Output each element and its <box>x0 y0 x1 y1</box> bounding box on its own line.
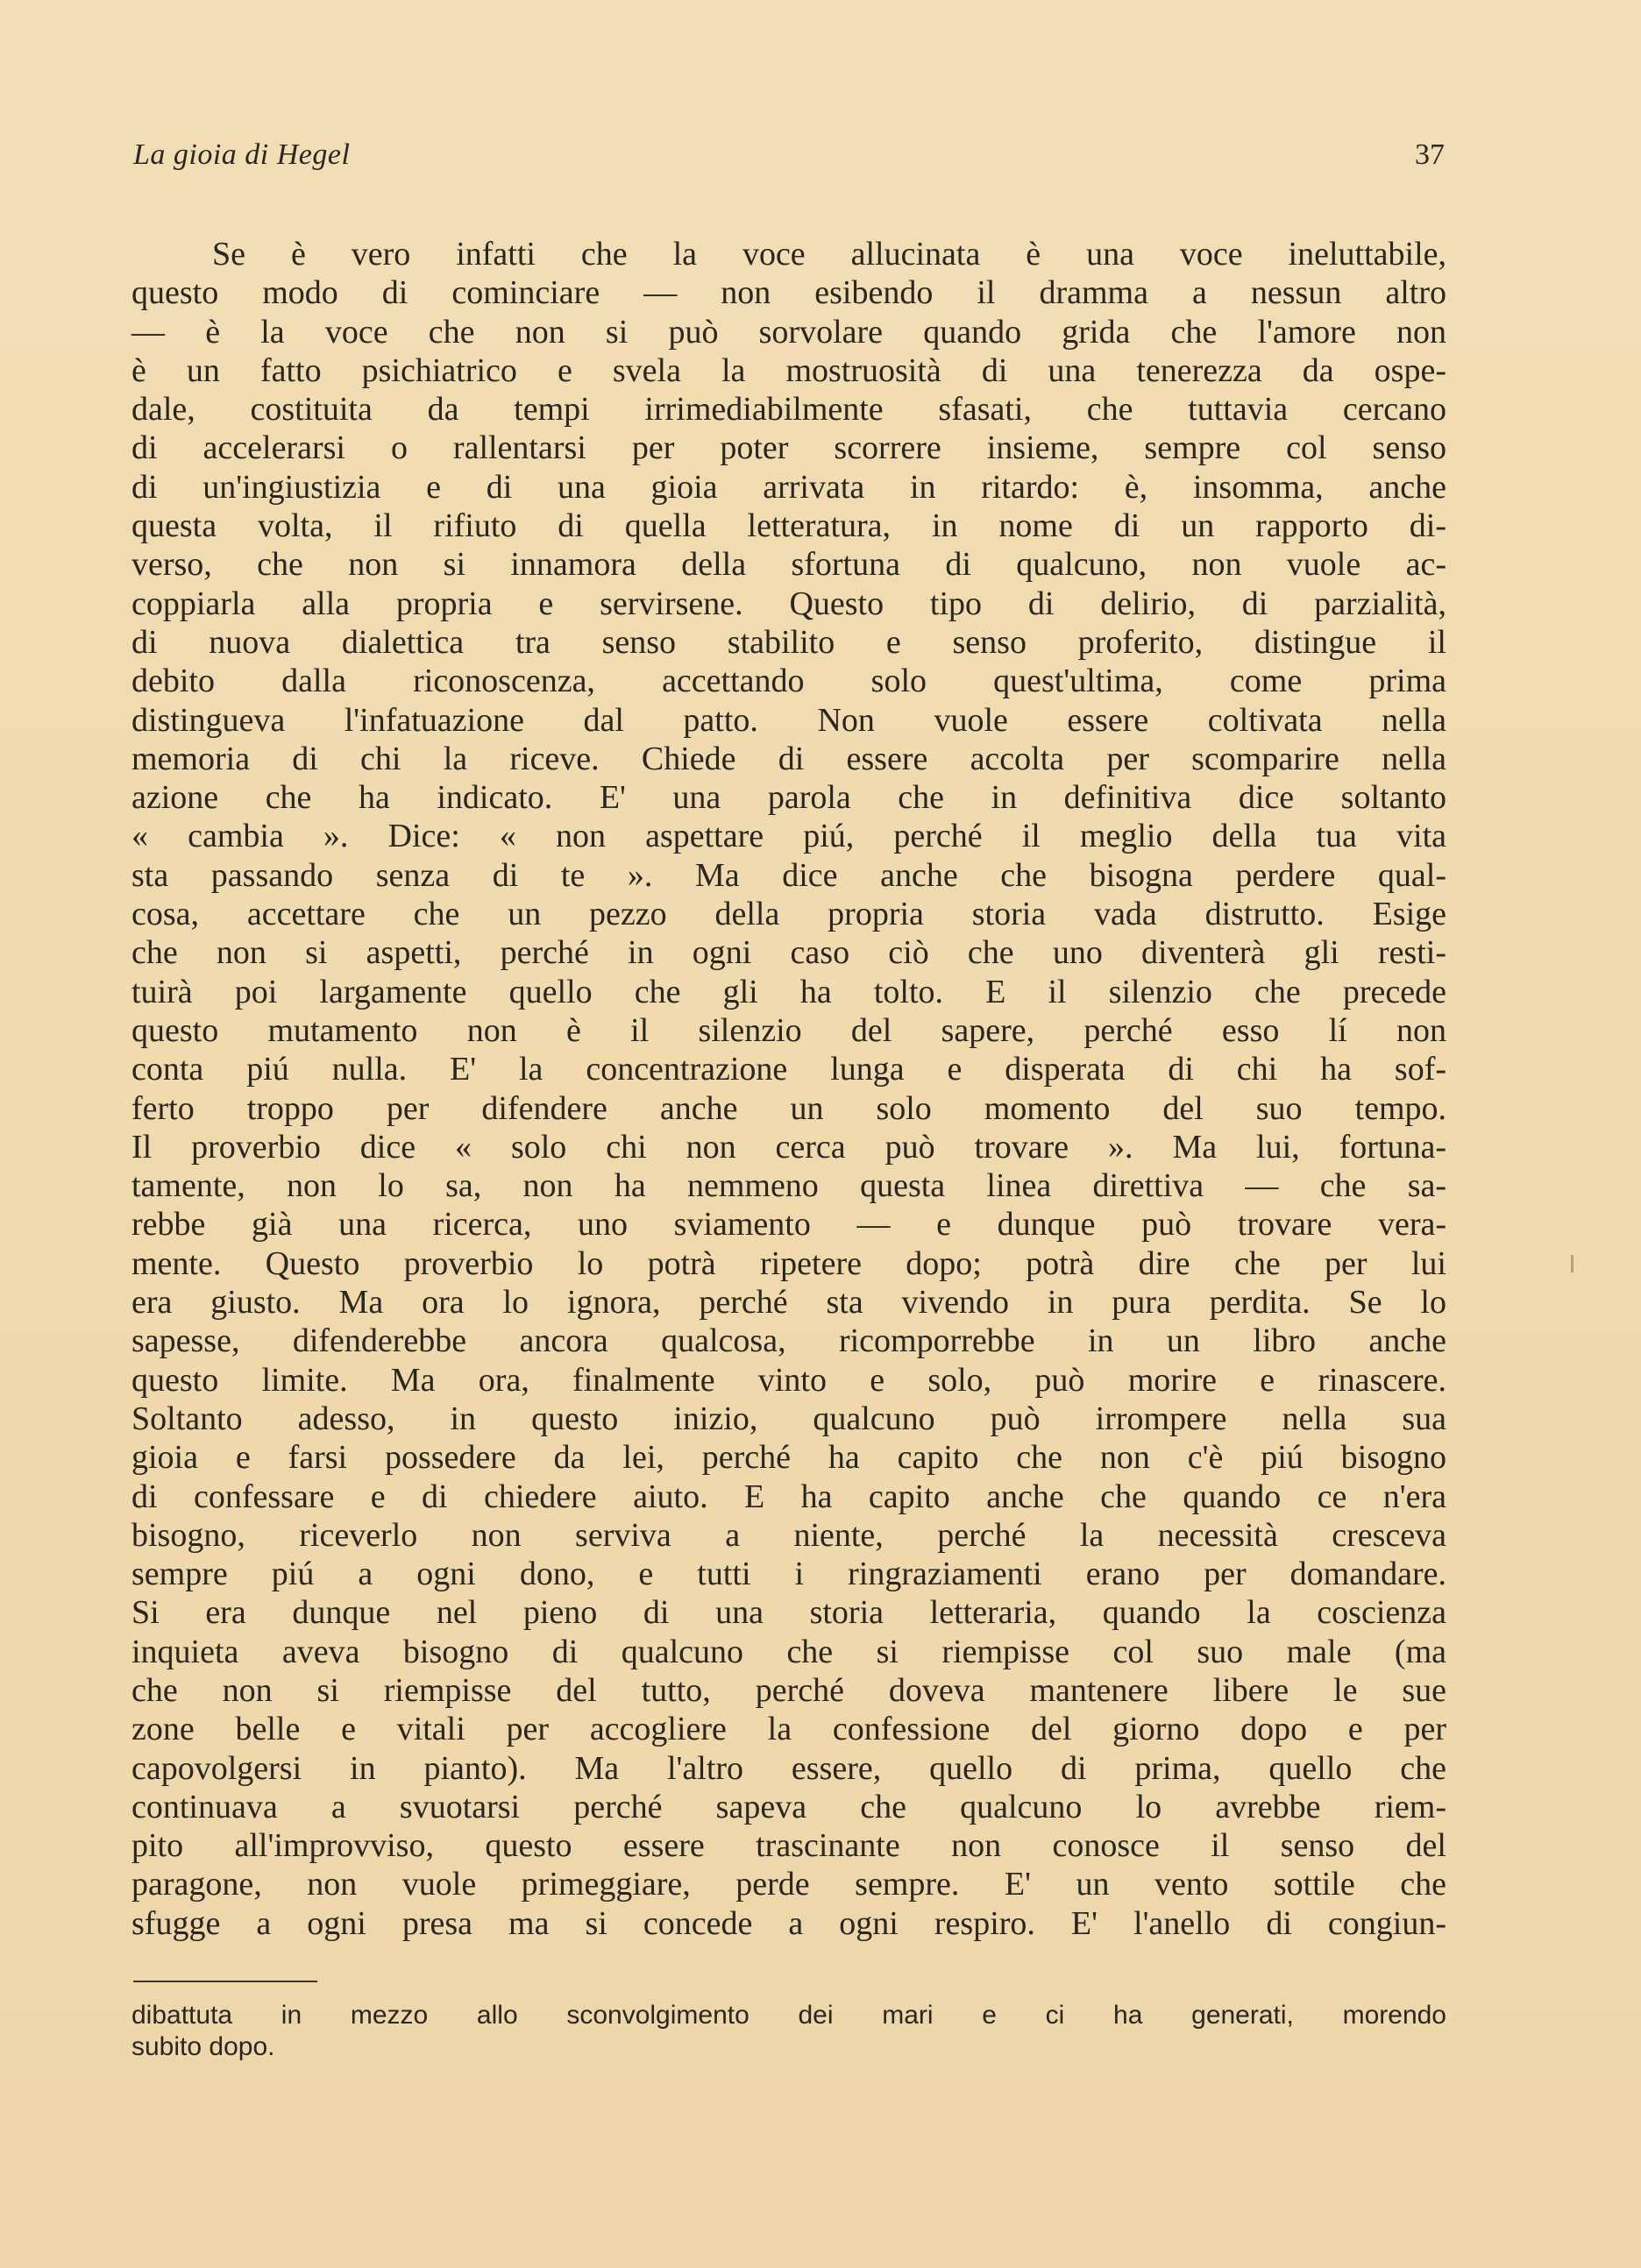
text-line: rebbe già una ricerca, uno sviamento — e dunque può trovare vera- <box>131 1206 1446 1244</box>
text-line: mente. Questo proverbio lo potrà ripetere dopo; potrà dire che per lui <box>131 1244 1446 1282</box>
text-line: tuirà poi largamente quello che gli ha tolto. E il silenzio che precede <box>131 973 1446 1010</box>
text-line: di un'ingiustizia e di una gioia arrivata in ritardo: è, insomma, anche <box>131 468 1446 506</box>
text-line: questo limite. Ma ora, finalmente vinto e solo, può morire e rinascere. <box>131 1361 1446 1399</box>
text-line: pito all'improvviso, questo essere trascinante non conosce il senso del <box>131 1827 1446 1865</box>
text-line: ferto troppo per difendere anche un solo momento del suo tempo. <box>131 1089 1446 1127</box>
text-line: — è la voce che non si può sorvolare quando grida che l'amore non <box>131 313 1446 351</box>
text-line: gioia e farsi possedere da lei, perché ha capito che non c'è piú bisogno <box>131 1439 1446 1477</box>
text-line: era giusto. Ma ora lo ignora, perché sta vivendo in pura perdita. Se lo <box>131 1284 1446 1322</box>
margin-mark <box>1571 1255 1574 1272</box>
text-line: sfugge a ogni presa ma si concede a ogni respiro. E' l'anello di congiun- <box>131 1904 1446 1942</box>
text-line: sempre piú a ogni dono, e tutti i ringraziamenti erano per domandare. <box>131 1556 1446 1593</box>
text-line: questo mutamento non è il silenzio del sapere, perché esso lí non <box>131 1011 1446 1049</box>
text-line: che non si riempisse del tutto, perché doveva mantenere libere le sue <box>131 1671 1446 1709</box>
text-line: sta passando senza di te ». Ma dice anche che bisogna perdere qual- <box>131 856 1446 894</box>
text-line: continuava a svuotarsi perché sapeva che qualcuno lo avrebbe riem- <box>131 1788 1446 1825</box>
text-line: capovolgersi in pianto). Ma l'altro essere, quello di prima, quello che <box>131 1749 1446 1787</box>
text-line: debito dalla riconoscenza, accettando solo quest'ultima, come prima <box>131 663 1446 700</box>
running-title: La gioia di Hegel <box>133 138 351 171</box>
text-line: tamente, non lo sa, non ha nemmeno questa linea direttiva — che sa- <box>131 1167 1446 1205</box>
text-line: memoria di chi la riceve. Chiede di essere accolta per scomparire nella <box>131 740 1446 777</box>
text-line: conta piú nulla. E' la concentrazione lunga e disperata di chi ha sof- <box>131 1051 1446 1088</box>
text-line: di confessare e di chiedere aiuto. E ha capito anche che quando ce n'era <box>131 1478 1446 1515</box>
text-line: bisogno, riceverlo non serviva a niente, perché la necessità cresceva <box>131 1516 1446 1554</box>
page-number: 37 <box>1415 138 1445 171</box>
text-line: che non si aspetti, perché in ogni caso ciò che uno diventerà gli resti- <box>131 934 1446 972</box>
footnote-divider <box>133 1981 317 1982</box>
text-line: questo modo di cominciare — non esibendo il dramma a nessun altro <box>131 274 1446 312</box>
text-line: Se è vero infatti che la voce allucinata è una voce ineluttabile, <box>212 236 1446 273</box>
text-line: « cambia ». Dice: « non aspettare piú, perché il meglio della tua vita <box>131 818 1446 855</box>
text-line: paragone, non vuole primeggiare, perde sempre. E' un vento sottile che <box>131 1866 1446 1903</box>
text-line: inquieta aveva bisogno di qualcuno che si riempisse col suo male (ma <box>131 1633 1446 1670</box>
text-line: di nuova dialettica tra senso stabilito e senso proferito, distingue il <box>131 623 1446 661</box>
text-line: cosa, accettare che un pezzo della propria storia vada distrutto. Esige <box>131 896 1446 933</box>
running-head <box>133 138 1445 184</box>
text-line: verso, che non si innamora della sfortuna di qualcuno, non vuole ac- <box>131 546 1446 584</box>
body-paragraph <box>131 235 1446 1943</box>
text-line: sapesse, difenderebbe ancora qualcosa, ricomporrebbe in un libro anche <box>131 1322 1446 1360</box>
text-line: Soltanto adesso, in questo inizio, qualcuno può irrompere nella sua <box>131 1400 1446 1437</box>
text-line: zone belle e vitali per accogliere la confessione del giorno dopo e per <box>131 1711 1446 1748</box>
text-line: dale, costituita da tempi irrimediabilmente sfasati, che tuttavia cercano <box>131 391 1446 429</box>
footnote-line: subito dopo. <box>131 2032 275 2061</box>
text-line: coppiarla alla propria e servirsene. Questo tipo di delirio, di parzialità, <box>131 585 1446 622</box>
text-line: azione che ha indicato. E' una parola che in definitiva dice soltanto <box>131 779 1446 817</box>
text-line: Il proverbio dice « solo chi non cerca può trovare ». Ma lui, fortuna- <box>131 1128 1446 1166</box>
text-line: è un fatto psichiatrico e svela la mostruosità di una tenerezza da ospe- <box>131 351 1446 389</box>
text-line: distingueva l'infatuazione dal patto. Non vuole essere coltivata nella <box>131 701 1446 739</box>
text-line: questa volta, il rifiuto di quella letteratura, in nome di un rapporto di- <box>131 507 1446 545</box>
text-line: di accelerarsi o rallentarsi per poter scorrere insieme, sempre col senso <box>131 429 1446 467</box>
footnote-line: dibattuta in mezzo allo sconvolgimento dei mari e ci ha generati, morendo <box>131 2001 1446 2030</box>
text-line: Si era dunque nel pieno di una storia letteraria, quando la coscienza <box>131 1594 1446 1632</box>
footnote <box>131 2000 1446 2063</box>
